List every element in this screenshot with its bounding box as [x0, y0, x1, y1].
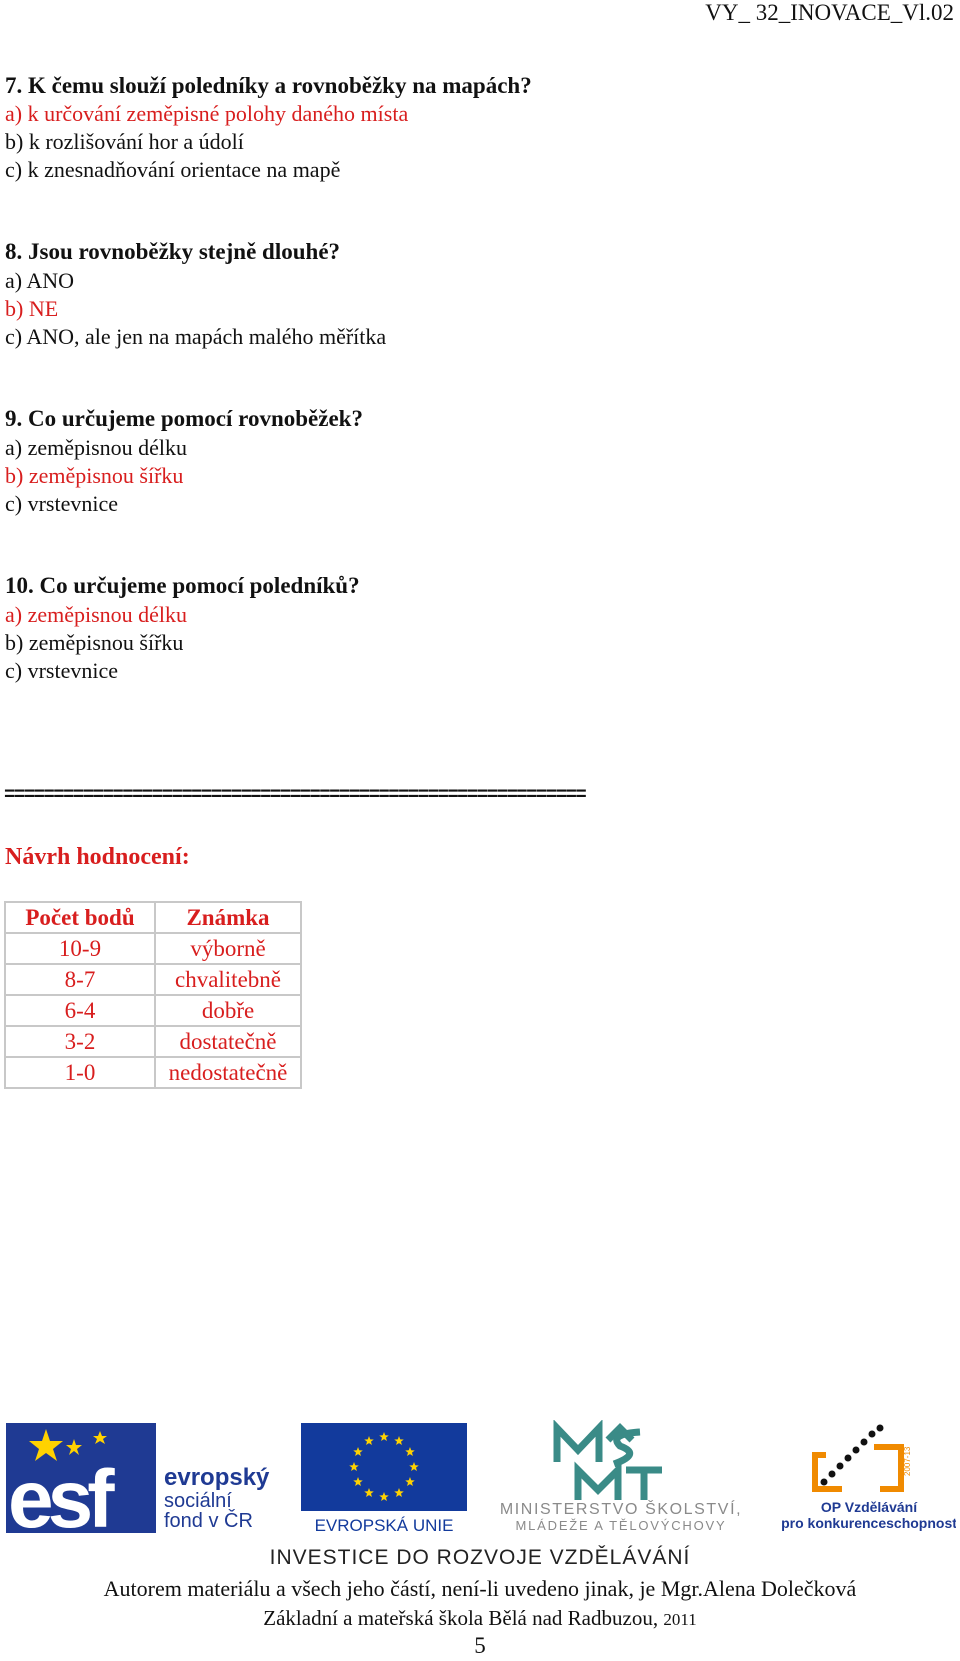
- points-cell: 1-0: [5, 1057, 155, 1088]
- table-row: [5, 964, 301, 995]
- eu-logo: [301, 1423, 467, 1533]
- esf-logo-graphic: [6, 1423, 286, 1533]
- question-7-title: 7. K čemu slouží poledníky a rovnoběžky na mapách?: [5, 73, 532, 98]
- question-7-option-a: a) k určování zeměpisné polohy daného místa: [5, 101, 409, 126]
- grade-cell: dostatečně: [155, 1026, 301, 1057]
- school-line: [0, 1606, 960, 1631]
- table-row: [5, 1057, 301, 1088]
- svg-text:OP Vzdělávání: OP Vzdělávání: [820, 1499, 918, 1515]
- op-vzdelavani-logo: [776, 1420, 956, 1534]
- question-7-option-c: c) k znesnadňování orientace na mapě: [5, 157, 341, 182]
- grading-table-header: [5, 902, 301, 933]
- evaluation-title: Návrh hodnocení:: [5, 844, 190, 870]
- svg-text:2007-13: 2007-13: [903, 1446, 912, 1476]
- svg-text:evropský: evropský: [164, 1464, 270, 1491]
- esf-logo: [6, 1423, 286, 1533]
- grade-cell: výborně: [155, 933, 301, 964]
- question-8-option-a: a) ANO: [5, 268, 75, 293]
- msmt-logo-graphic: [480, 1420, 762, 1532]
- question-8-title: 8. Jsou rovnoběžky stejně dlouhé?: [5, 239, 341, 264]
- question-7-option-b: b) k rozlišování hor a údolí: [5, 129, 244, 154]
- grading-table: [4, 901, 302, 1089]
- points-column-header: Počet bodů: [5, 902, 155, 933]
- question-9-option-c: c) vrstevnice: [5, 491, 118, 516]
- separator-line: ===========================================================: [4, 784, 586, 806]
- table-row: [5, 1026, 301, 1057]
- school-name: Základní a mateřská škola Bělá nad Radbuzou,: [263, 1606, 664, 1630]
- question-10-title: 10. Co určujeme pomocí poledníků?: [5, 573, 360, 598]
- svg-text:fond v ČR: fond v ČR: [164, 1510, 253, 1532]
- page-number: 5: [474, 1633, 486, 1658]
- points-cell: 8-7: [5, 964, 155, 995]
- svg-text:pro konkurenceschopnost: pro konkurenceschopnost: [781, 1515, 956, 1531]
- esf-mark: esf: [8, 1454, 109, 1533]
- points-cell: 3-2: [5, 1026, 155, 1057]
- grade-cell: nedostatečně: [155, 1057, 301, 1088]
- question-9-option-a: a) zeměpisnou délku: [5, 435, 188, 460]
- question-10-option-a: a) zeměpisnou délku: [5, 602, 188, 627]
- grade-cell: dobře: [155, 995, 301, 1026]
- question-10-option-b: b) zeměpisnou šířku: [5, 630, 184, 655]
- op-logo-graphic: [776, 1420, 956, 1534]
- msmt-logo: [480, 1420, 762, 1532]
- svg-text:sociální: sociální: [164, 1490, 232, 1512]
- question-9-title: 9. Co určujeme pomocí rovnoběžek?: [5, 406, 363, 431]
- grade-cell: chvalitebně: [155, 964, 301, 995]
- investice-banner: INVESTICE DO ROZVOJE VZDĚLÁVÁNÍ: [269, 1546, 691, 1569]
- points-cell: 6-4: [5, 995, 155, 1026]
- eu-flag-icon: [301, 1423, 467, 1533]
- table-row: [5, 933, 301, 964]
- author-line: Autorem materiálu a všech jeho částí, není-li uvedeno jinak, je Mgr.Alena Dolečková: [103, 1576, 857, 1601]
- points-cell: 10-9: [5, 933, 155, 964]
- document-code: VY_ 32_INOVACE_Vl.02: [705, 0, 954, 25]
- svg-text:MLÁDEŽE A TĚLOVÝCHOVY: MLÁDEŽE A TĚLOVÝCHOVY: [515, 1518, 727, 1532]
- question-8-option-c: c) ANO, ale jen na mapách malého měřítka: [5, 324, 387, 349]
- question-10-option-c: c) vrstevnice: [5, 658, 118, 683]
- svg-text:EVROPSKÁ UNIE: EVROPSKÁ UNIE: [314, 1516, 454, 1533]
- question-9-option-b: b) zeměpisnou šířku: [5, 463, 184, 488]
- table-row: [5, 995, 301, 1026]
- question-8-option-b: b) NE: [5, 296, 59, 321]
- svg-text:MINISTERSTVO ŠKOLSTVÍ,: MINISTERSTVO ŠKOLSTVÍ,: [499, 1501, 743, 1518]
- grade-column-header: Známka: [155, 902, 301, 933]
- school-year: 2011: [663, 1610, 697, 1629]
